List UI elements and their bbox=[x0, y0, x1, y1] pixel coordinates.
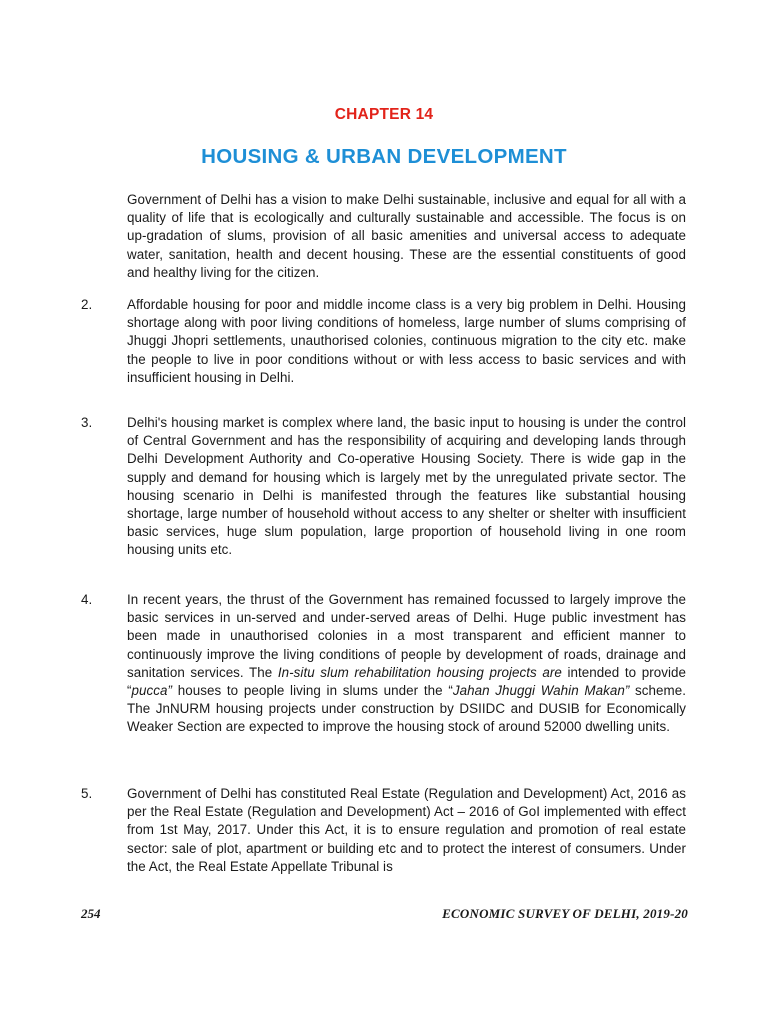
paragraph-4-italic-2: pucca” bbox=[131, 683, 173, 699]
paragraph-4-text-a: In recent years, the thrust of the Government has remained focussed to largely improve the basic services in un-served and under-served areas of Delhi. Huge public investment has been made in unauthorised colonies in a most transparent and efficient manner to continuously improve the living conditions of people by development of roads, drainage and sanitation services. The bbox=[127, 592, 686, 680]
paragraph-4-italic-3: Jahan Jhuggi Wahin Makan” bbox=[452, 683, 630, 699]
paragraph-4-text-c: houses to people living in slums under the “ bbox=[172, 683, 453, 699]
paragraph-number-3: 3. bbox=[81, 415, 93, 430]
footer-publication-title: ECONOMIC SURVEY OF DELHI, 2019-20 bbox=[442, 906, 688, 921]
chapter-label: CHAPTER 14 bbox=[334, 106, 434, 123]
paragraph-4-text-d: scheme. The JnNURM housing projects under construction by DSIIDC and DUSIB for Economically Weaker Section are expected to improve the housing stock of around 52000 dwelling units. bbox=[127, 683, 686, 735]
paragraph-5: Government of Delhi has constituted Real Estate (Regulation and Development) Act, 2016 as per the Real Estate (Regulation and Development) Act – 2016 of GoI implemented with effect from 1st May, 2017. Under this Act, it is to ensure regulation and promotion of real estate sector: sale of plot, apartment or building etc and to protect the interest of consumers. Under the Act, the Real Estate Appellate Tribunal is bbox=[127, 786, 686, 874]
paragraph-3: Delhi's housing market is complex where land, the basic input to housing is under the control of Central Government and has the responsibility of acquiring and developing lands through Delhi Development Authority and Co-operative Housing Society. There is wide gap in the supply and demand for housing which is largely met by the unregulated private sector. The housing scenario in Delhi is manifested through the features like substantial housing shortage, large number of household without access to any shelter or shelter with insufficient basic services, huge slum population, large proportion of household living in one room housing units etc. bbox=[127, 415, 686, 558]
paragraph-4-text-b: intended to provide “ bbox=[127, 664, 686, 699]
chapter-title: HOUSING & URBAN DEVELOPMENT bbox=[201, 145, 567, 168]
paragraph-number-5: 5. bbox=[81, 786, 93, 801]
paragraph-2: Affordable housing for poor and middle income class is a very big problem in Delhi. Housing shortage along with poor living conditions of homeless, large number of slums comprising of Jhuggi Jhopri settlements, unauthorised colonies, continuous migration to the city etc. make the people to live in poor conditions without or with less access to basic services and with insufficient housing in Delhi. bbox=[127, 297, 686, 385]
paragraph-number-2: 2. bbox=[81, 297, 93, 312]
paragraph-number-4: 4. bbox=[81, 592, 93, 607]
footer-page-number: 254 bbox=[81, 906, 101, 921]
intro-paragraph: Government of Delhi has a vision to make Delhi sustainable, inclusive and equal for all with a quality of life that is ecologically and culturally sustainable and accessible. The focus is on up-gradation of slums, provision of all basic amenities and universal access to adequate water, sanitation, health and decent housing. These are the essential constituents of good and healthy living for the citizen. bbox=[127, 192, 686, 280]
paragraph-4 bbox=[127, 591, 686, 737]
paragraph-4-italic-1: In-situ slum rehabilitation housing projects are bbox=[277, 664, 562, 680]
